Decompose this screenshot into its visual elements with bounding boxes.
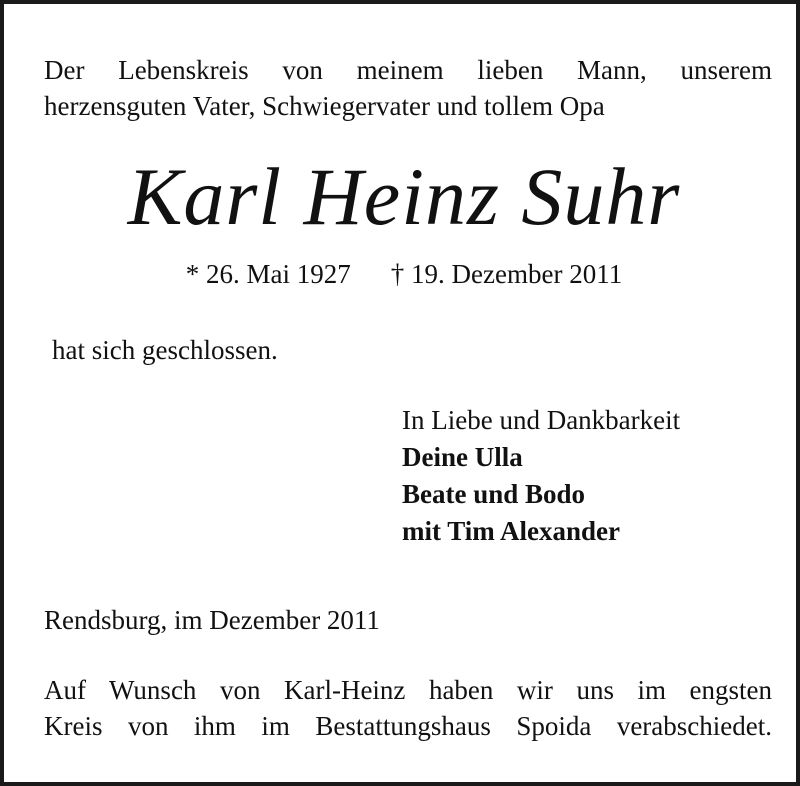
signature-greeting: In Liebe und Dankbarkeit (402, 405, 681, 435)
signature-name: mit Tim Alexander (402, 516, 621, 546)
deceased-name: Karl Heinz Suhr (127, 151, 681, 242)
life-dates (4, 256, 800, 292)
place-date: Rendsburg, im Dezember 2011 (44, 605, 380, 635)
death-date: † 19. Dezember 2011 (390, 259, 623, 289)
wish-line-2: Kreis von ihm im Bestattungshaus Spoida verabschiedet. (44, 711, 772, 741)
closing-line: hat sich geschlossen. (52, 335, 278, 365)
signature-name: Deine Ulla (402, 442, 523, 472)
birth-date: * 26. Mai 1927 (185, 259, 351, 289)
wish-line-1: Auf Wunsch von Karl-Heinz haben wir uns im engsten (44, 675, 772, 705)
signature-name: Beate und Bodo (402, 479, 586, 509)
intro-line-2: herzensguten Vater, Schwiegervater und tollem Opa (44, 91, 605, 121)
intro-line-1: Der Lebenskreis von meinem lieben Mann, unserem (44, 55, 772, 85)
